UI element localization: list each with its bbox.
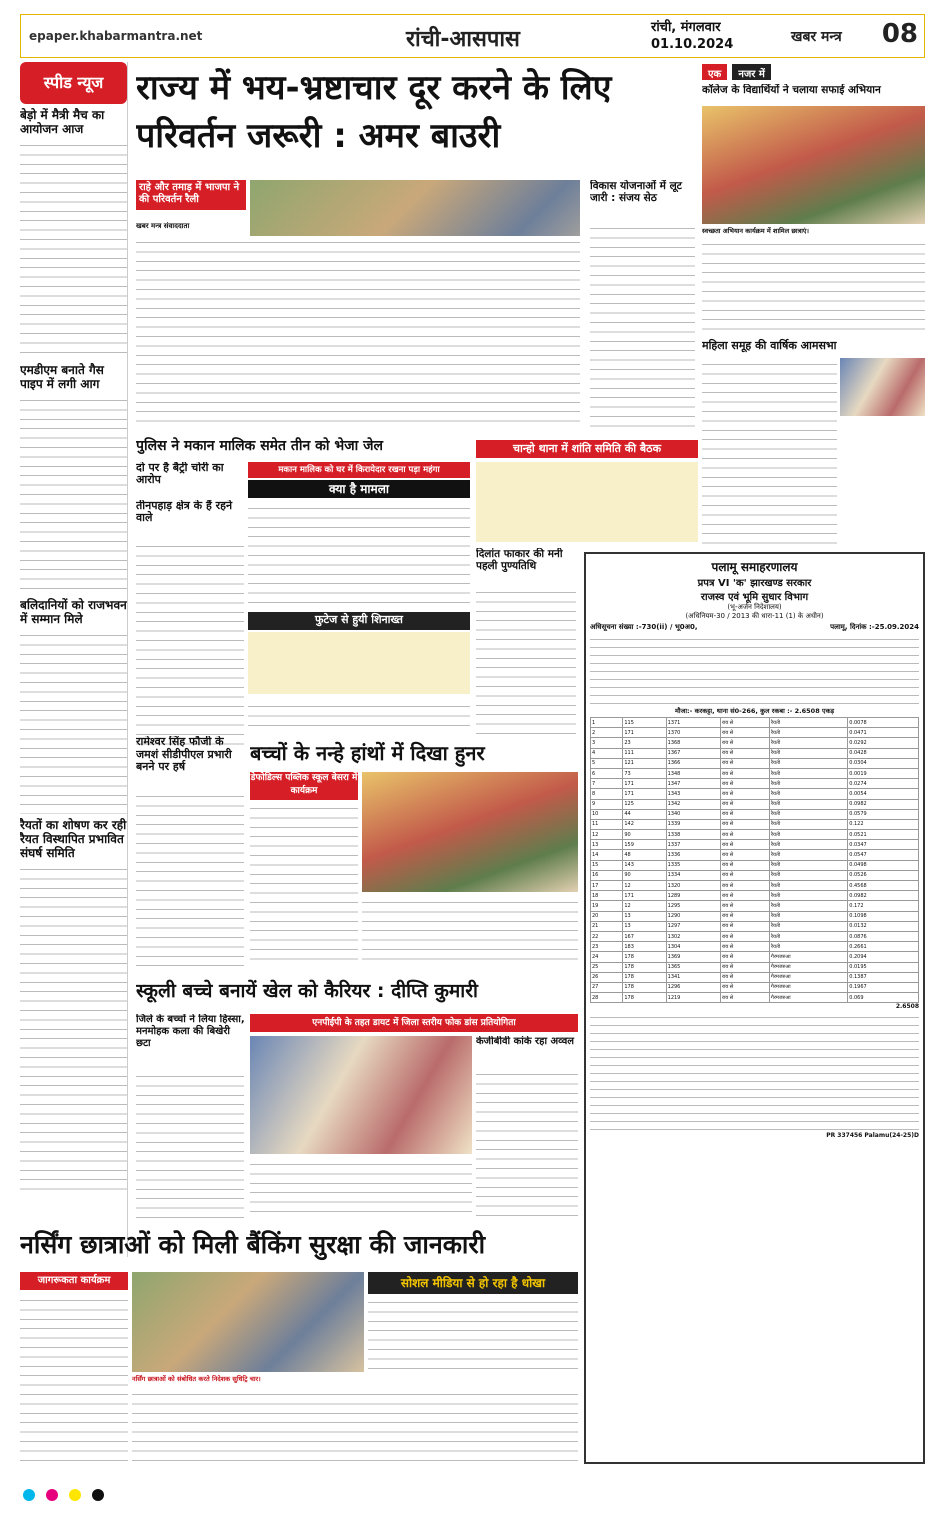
notice-cell: रैयती (770, 809, 848, 819)
notice-cell: 15 (591, 860, 623, 870)
notice-cell: 24 (591, 952, 623, 962)
notice-cell: राय से (720, 901, 769, 911)
notice-cell: रैयती (770, 779, 848, 789)
notice-title: पलामू समाहरणालय (711, 560, 798, 574)
notice-cell: 1334 (666, 870, 720, 880)
notice-cell: रैयती (770, 768, 848, 778)
sports-bullet: जिले के बच्चों ने लिया हिस्सा, मनमोहक कला की बिखेरी छटा (136, 1014, 245, 1049)
notice-cell: राय से (720, 952, 769, 962)
brief-headline-4: रैयतों का शोषण कर रही रैयत विस्थापित प्रभावित संघर्ष समिति (20, 818, 127, 860)
notice-dated: पलामू, दिनांक :-25.09.2024 (830, 623, 919, 631)
notice-cell: रैयती (770, 921, 848, 931)
notice-cell: 0.0054 (848, 789, 919, 799)
notice-cell: गैरमजरुआ (770, 972, 848, 982)
notice-form: प्रपत्र VI 'क' झारखण्ड सरकार (697, 578, 812, 589)
notice-cell: 90 (623, 870, 666, 880)
notice-cell: 13 (623, 911, 666, 921)
notice-cell: राय से (720, 738, 769, 748)
date-block (651, 19, 733, 53)
notice-cell: 0.0471 (848, 728, 919, 738)
nursing-social-heading: सोशल मीडिया से हो रहा है धोखा (368, 1272, 578, 1294)
notice-cell: 0.0304 (848, 758, 919, 768)
notice-cell: 0.0292 (848, 738, 919, 748)
notice-cell: 1335 (666, 860, 720, 870)
notice-cell: 0.1967 (848, 982, 919, 992)
notice-table-row (591, 931, 919, 941)
lead-byline: खबर मन्त्र संवाददाता (136, 222, 190, 230)
notice-table (590, 717, 919, 1003)
notice-cell: 0.0078 (848, 718, 919, 728)
notice-table-row (591, 748, 919, 758)
notice-cell: 0.0526 (848, 870, 919, 880)
yellow-dot (69, 1489, 81, 1501)
notice-cell: राय से (720, 758, 769, 768)
lead-body (136, 236, 580, 426)
najar-body-2 (702, 358, 837, 548)
sports-headline: स्कूली बच्चे बनायें खेल को कैरियर : दीप्ति कुमारी (136, 980, 478, 1002)
police-headline: पुलिस ने मकान मालिक समेत तीन को भेजा जेल (136, 438, 383, 454)
children-body (250, 802, 358, 967)
notice-cell: राय से (720, 819, 769, 829)
notice-cell: 0.122 (848, 819, 919, 829)
notice-cell: रैयती (770, 860, 848, 870)
notice-total: 2.6508 (895, 1003, 919, 1011)
notice-cell: 0.172 (848, 901, 919, 911)
notice-table-row (591, 809, 919, 819)
notice-cell: 16 (591, 870, 623, 880)
notice-cell: राय से (720, 789, 769, 799)
notice-cell: रैयती (770, 748, 848, 758)
notice-cell: राय से (720, 840, 769, 850)
notice-footer-text (590, 1012, 919, 1132)
notice-cell: 125 (623, 799, 666, 809)
masthead-bar (20, 14, 925, 58)
notice-table-row (591, 830, 919, 840)
notice-cell: 1370 (666, 728, 720, 738)
notice-table-row (591, 870, 919, 880)
land-notice (584, 552, 925, 1464)
notice-cell: 121 (623, 758, 666, 768)
notice-cell: राय से (720, 921, 769, 931)
notice-table-row (591, 911, 919, 921)
notice-cell: 1342 (666, 799, 720, 809)
city-day: रांची, मंगलवार (651, 20, 721, 35)
notice-cell: 171 (623, 728, 666, 738)
notice-cell: 1 (591, 718, 623, 728)
cyan-dot (23, 1489, 35, 1501)
notice-table-row (591, 738, 919, 748)
notice-cell: 23 (623, 738, 666, 748)
notice-cell: 1339 (666, 819, 720, 829)
notice-cell: 22 (591, 931, 623, 941)
notice-cell: 18 (591, 891, 623, 901)
notice-table-row (591, 921, 919, 931)
notice-cell: 1336 (666, 850, 720, 860)
notice-cell: 73 (623, 768, 666, 778)
notice-cell: 0.0274 (848, 779, 919, 789)
notice-ref: अधिसूचना संख्या :-730(ii) / भू0अ0, (590, 623, 698, 631)
notice-table-row (591, 942, 919, 952)
notice-cell: 0.0019 (848, 768, 919, 778)
notice-cell: राय से (720, 728, 769, 738)
rameshwar-body (136, 790, 244, 968)
ek-label: एक (702, 64, 727, 80)
site-url[interactable]: epaper.khabarmantra.net (29, 29, 203, 43)
chanho-headline: चान्हो थाना में शांति समिति की बैठक (476, 440, 698, 458)
police-body-tail (248, 700, 470, 730)
notice-ref-row (590, 623, 919, 632)
notice-table-row (591, 718, 919, 728)
notice-cell: 26 (591, 972, 623, 982)
notice-cell: रैयती (770, 789, 848, 799)
notice-cell: 14 (591, 850, 623, 860)
notice-cell: राय से (720, 870, 769, 880)
police-footage-heading: फुटेज से हुयी शिनाख्त (248, 612, 470, 630)
black-dot (92, 1489, 104, 1501)
page-number: 08 (881, 19, 918, 49)
chanho-headline-2: दिलांत फाकार की मनी पहली पुण्यतिथि (476, 548, 563, 572)
lead-kicker: राहे और तमाड़ में भाजपा ने की परिवर्तन रैली (136, 180, 246, 210)
notice-cell: राय से (720, 931, 769, 941)
notice-cell: 7 (591, 779, 623, 789)
notice-cell: रैयती (770, 799, 848, 809)
notice-cell: 0.1098 (848, 911, 919, 921)
notice-cell: 0.0347 (848, 840, 919, 850)
police-footage-body (248, 632, 470, 694)
notice-cell: 1366 (666, 758, 720, 768)
brief-body-2 (20, 394, 127, 594)
notice-table-row (591, 891, 919, 901)
notice-cell: 1348 (666, 768, 720, 778)
notice-cell: 0.4568 (848, 881, 919, 891)
notice-cell: 90 (623, 830, 666, 840)
notice-cell: राय से (720, 982, 769, 992)
notice-cell: 159 (623, 840, 666, 850)
print-registration-marks (20, 1485, 925, 1505)
notice-cell: 25 (591, 962, 623, 972)
notice-cell: 12 (623, 901, 666, 911)
notice-cell: 178 (623, 952, 666, 962)
notice-cell: 0.1387 (848, 972, 919, 982)
notice-table-row (591, 952, 919, 962)
notice-table-row (591, 881, 919, 891)
nursing-photo (132, 1272, 364, 1372)
police-redbox-title: मकान मालिक को घर में किरायेदार रखना पड़ा महंगा (248, 462, 470, 478)
notice-cell: 1290 (666, 911, 720, 921)
notice-cell: 2 (591, 728, 623, 738)
nursing-headline: नर्सिंग छात्राओं को मिली बैंकिंग सुरक्षा की जानकारी (20, 1230, 486, 1259)
notice-cell: 178 (623, 972, 666, 982)
notice-cell: 167 (623, 931, 666, 941)
najar-label: नजर में (732, 64, 771, 80)
sports-photo (250, 1036, 472, 1154)
notice-cell: राय से (720, 830, 769, 840)
notice-cell: 9 (591, 799, 623, 809)
notice-cell: 8 (591, 789, 623, 799)
notice-cell: रैयती (770, 870, 848, 880)
brand-logo: खबर मन्त्र (791, 29, 842, 45)
brief-headline-2: एमडीएम बनाते गैस पाइप में लगी आग (20, 363, 104, 391)
notice-cell: 1369 (666, 952, 720, 962)
notice-preamble (590, 634, 919, 704)
notice-cell: 1296 (666, 982, 720, 992)
notice-cell: 115 (623, 718, 666, 728)
notice-table-title: मौजा:- करकट्टा, थाना सं0-266, कुल रकबा :- 2.6508 एकड़ (674, 707, 835, 715)
notice-cell: 1304 (666, 942, 720, 952)
nursing-body-2 (132, 1388, 578, 1464)
notice-cell: 13 (623, 921, 666, 931)
ek-najar-label (702, 62, 925, 80)
notice-table-row (591, 860, 919, 870)
notice-cell: 44 (623, 809, 666, 819)
notice-cell: राय से (720, 911, 769, 921)
notice-cell: राय से (720, 850, 769, 860)
notice-cell: 183 (623, 942, 666, 952)
notice-cell: 1320 (666, 881, 720, 891)
notice-cell: 1297 (666, 921, 720, 931)
notice-cell: 27 (591, 982, 623, 992)
police-case-body (248, 502, 470, 610)
notice-cell: राय से (720, 972, 769, 982)
nursing-social-body (368, 1296, 578, 1372)
notice-cell: 23 (591, 942, 623, 952)
notice-cell: राय से (720, 993, 769, 1003)
children-body-2 (362, 896, 578, 968)
notice-cell: 0.0579 (848, 809, 919, 819)
notice-cell: रैयती (770, 901, 848, 911)
sports-redbar: एनपीईपी के तहत डायट में जिला स्तरीय फोक डांस प्रतियोगिता (250, 1014, 578, 1032)
speed-news-column (20, 62, 128, 1257)
police-bullet-2: तीनपहाड़ क्षेत्र के हैं रहने वाले (136, 500, 233, 524)
notice-cell: 171 (623, 891, 666, 901)
notice-cell: रैयती (770, 758, 848, 768)
notice-sub: (भू-अर्जन निदेशालय) (727, 603, 782, 611)
notice-cell: 12 (623, 881, 666, 891)
brief-headline-3: बलिदानियों को राजभवन में सम्मान मिले (20, 598, 127, 626)
notice-cell: 1368 (666, 738, 720, 748)
notice-cell: रैयती (770, 881, 848, 891)
najar-headline: कॉलेज के विद्यार्थियों ने चलाया सफाई अभियान (702, 84, 881, 96)
notice-cell: 0.2661 (848, 942, 919, 952)
notice-cell: गैरमजरुआ (770, 993, 848, 1003)
notice-cell: 12 (591, 830, 623, 840)
notice-cell: 1367 (666, 748, 720, 758)
notice-table-row (591, 819, 919, 829)
notice-table-row (591, 840, 919, 850)
notice-table-row (591, 779, 919, 789)
notice-cell: 1343 (666, 789, 720, 799)
nursing-caption: नर्सिंग छात्राओं को संबोधित करते निदेशक सुधिट्रि चार। (132, 1375, 261, 1383)
notice-cell: रैयती (770, 738, 848, 748)
notice-cell: राय से (720, 799, 769, 809)
notice-cell: 143 (623, 860, 666, 870)
notice-cell: 17 (591, 881, 623, 891)
nursing-label: जागरूकता कार्यक्रम (20, 1272, 128, 1290)
notice-cell: राय से (720, 768, 769, 778)
notice-cell: 1295 (666, 901, 720, 911)
section-title: रांची-आसपास (406, 27, 520, 52)
notice-cell: राय से (720, 881, 769, 891)
notice-cell: गैरमजरुआ (770, 952, 848, 962)
chanho-body (476, 462, 698, 542)
notice-table-row (591, 768, 919, 778)
notice-cell: 0.0498 (848, 860, 919, 870)
side-story-headline: विकास योजनाओं में लूट जारी : संजय सेठ (590, 180, 682, 204)
notice-pr: PR 337456 Palamu(24-25)D (826, 1132, 919, 1140)
notice-cell: राय से (720, 891, 769, 901)
notice-cell: 1302 (666, 931, 720, 941)
najar-body (702, 238, 925, 333)
notice-cell: 1219 (666, 993, 720, 1003)
notice-cell: 0.0982 (848, 891, 919, 901)
notice-cell: 178 (623, 982, 666, 992)
notice-cell: 0.2094 (848, 952, 919, 962)
notice-cell: 0.069 (848, 993, 919, 1003)
police-bullet-1: दो पर है बैट्री चोरी का आरोप (136, 462, 224, 486)
notice-table-row (591, 799, 919, 809)
notice-table-row (591, 993, 919, 1003)
sports-side-headline: केजीबीवी कांके रहा अव्वल (476, 1036, 575, 1047)
chanho-body-2 (476, 586, 576, 736)
notice-cell: 13 (591, 840, 623, 850)
notice-table-row (591, 850, 919, 860)
notice-table-row (591, 728, 919, 738)
notice-cell: रैयती (770, 718, 848, 728)
brief-body-3 (20, 629, 127, 814)
issue-date: 01.10.2024 (651, 37, 734, 52)
najar-headline-2: महिला समूह की वार्षिक आमसभा (702, 339, 837, 352)
speed-news-badge: स्पीड न्यूज (20, 62, 127, 104)
notice-cell: 1338 (666, 830, 720, 840)
brief-body-1 (20, 139, 127, 359)
notice-table-row (591, 972, 919, 982)
notice-table-row (591, 901, 919, 911)
notice-cell: 19 (591, 901, 623, 911)
notice-cell: 171 (623, 789, 666, 799)
notice-table-row (591, 982, 919, 992)
notice-cell: 1341 (666, 972, 720, 982)
brief-headline-1: बेड़ो में मैत्री मैच का आयोजन आज (20, 108, 105, 136)
notice-cell: 1371 (666, 718, 720, 728)
notice-cell: 178 (623, 962, 666, 972)
children-subhead: डेफोडिल्स पब्लिक स्कूल बेसरा में कार्यक्रम (250, 772, 358, 800)
rameshwar-headline: रामेश्वर सिंह फौजी के जमशं सीडीपीएल प्रभारी बनने पर हर्ष (136, 736, 232, 773)
children-photo (362, 772, 578, 892)
notice-dept: राजस्व एवं भूमि सुधार विभाग (700, 592, 809, 603)
notice-cell: 3 (591, 738, 623, 748)
sports-body-2 (250, 1158, 472, 1220)
notice-table-row (591, 789, 919, 799)
notice-cell: राय से (720, 718, 769, 728)
notice-table-row (591, 962, 919, 972)
notice-cell: रैयती (770, 840, 848, 850)
notice-cell: 0.0521 (848, 830, 919, 840)
notice-cell: 0.0195 (848, 962, 919, 972)
notice-cell: 0.0982 (848, 799, 919, 809)
notice-cell: 1365 (666, 962, 720, 972)
notice-cell: रैयती (770, 942, 848, 952)
notice-cell: रैयती (770, 911, 848, 921)
notice-cell: 0.0547 (848, 850, 919, 860)
notice-cell: 171 (623, 779, 666, 789)
notice-cell: 0.0876 (848, 931, 919, 941)
notice-table-row (591, 758, 919, 768)
side-story-body (590, 222, 695, 427)
notice-cell: रैयती (770, 891, 848, 901)
notice-cell: राय से (720, 860, 769, 870)
notice-cell: राय से (720, 809, 769, 819)
notice-cell: 0.0428 (848, 748, 919, 758)
notice-cell: 6 (591, 768, 623, 778)
notice-cell: 142 (623, 819, 666, 829)
notice-cell: 21 (591, 921, 623, 931)
notice-cell: 111 (623, 748, 666, 758)
notice-cell: रैयती (770, 830, 848, 840)
notice-cell: 178 (623, 993, 666, 1003)
notice-cell: रैयती (770, 850, 848, 860)
notice-cell: 4 (591, 748, 623, 758)
children-headline: बच्चों के नन्हे हांथों में दिखा हुनर (250, 741, 485, 765)
lead-headline: राज्य में भय-भ्रष्टाचार दूर करने के लिए परिवर्तन जरूरी : अमर बाउरी (136, 68, 612, 156)
sports-side-body (476, 1068, 578, 1218)
notice-cell: गैरमजरुआ (770, 982, 848, 992)
notice-cell: 48 (623, 850, 666, 860)
notice-cell: 20 (591, 911, 623, 921)
notice-cell: 1289 (666, 891, 720, 901)
notice-cell: रैयती (770, 728, 848, 738)
notice-cell: 11 (591, 819, 623, 829)
magenta-dot (46, 1489, 58, 1501)
notice-cell: राय से (720, 962, 769, 972)
notice-cell: 0.0132 (848, 921, 919, 931)
police-body (136, 540, 244, 750)
najar-caption: स्वच्छता अभियान कार्यक्रम में शामिल छात्राएं। (702, 227, 809, 235)
notice-cell: गैरमजरुआ (770, 962, 848, 972)
notice-cell: 28 (591, 993, 623, 1003)
notice-cell: 5 (591, 758, 623, 768)
notice-cell: 1347 (666, 779, 720, 789)
notice-cell: 10 (591, 809, 623, 819)
brief-body-4 (20, 863, 127, 1193)
najar-photo-cleanup (702, 106, 925, 224)
najar-photo-meeting (840, 358, 925, 416)
notice-cell: रैयती (770, 819, 848, 829)
police-case-heading: क्या है मामला (248, 480, 470, 498)
sports-body (136, 1070, 244, 1220)
notice-cell: रैयती (770, 931, 848, 941)
nursing-body-1 (20, 1294, 128, 1464)
notice-cell: राय से (720, 748, 769, 758)
notice-cell: 1340 (666, 809, 720, 819)
notice-act: (अधिनियम-30 / 2013 की धारा-11 (1) के अधीन) (685, 612, 824, 620)
notice-cell: राय से (720, 942, 769, 952)
notice-cell: राय से (720, 779, 769, 789)
notice-cell: 1337 (666, 840, 720, 850)
